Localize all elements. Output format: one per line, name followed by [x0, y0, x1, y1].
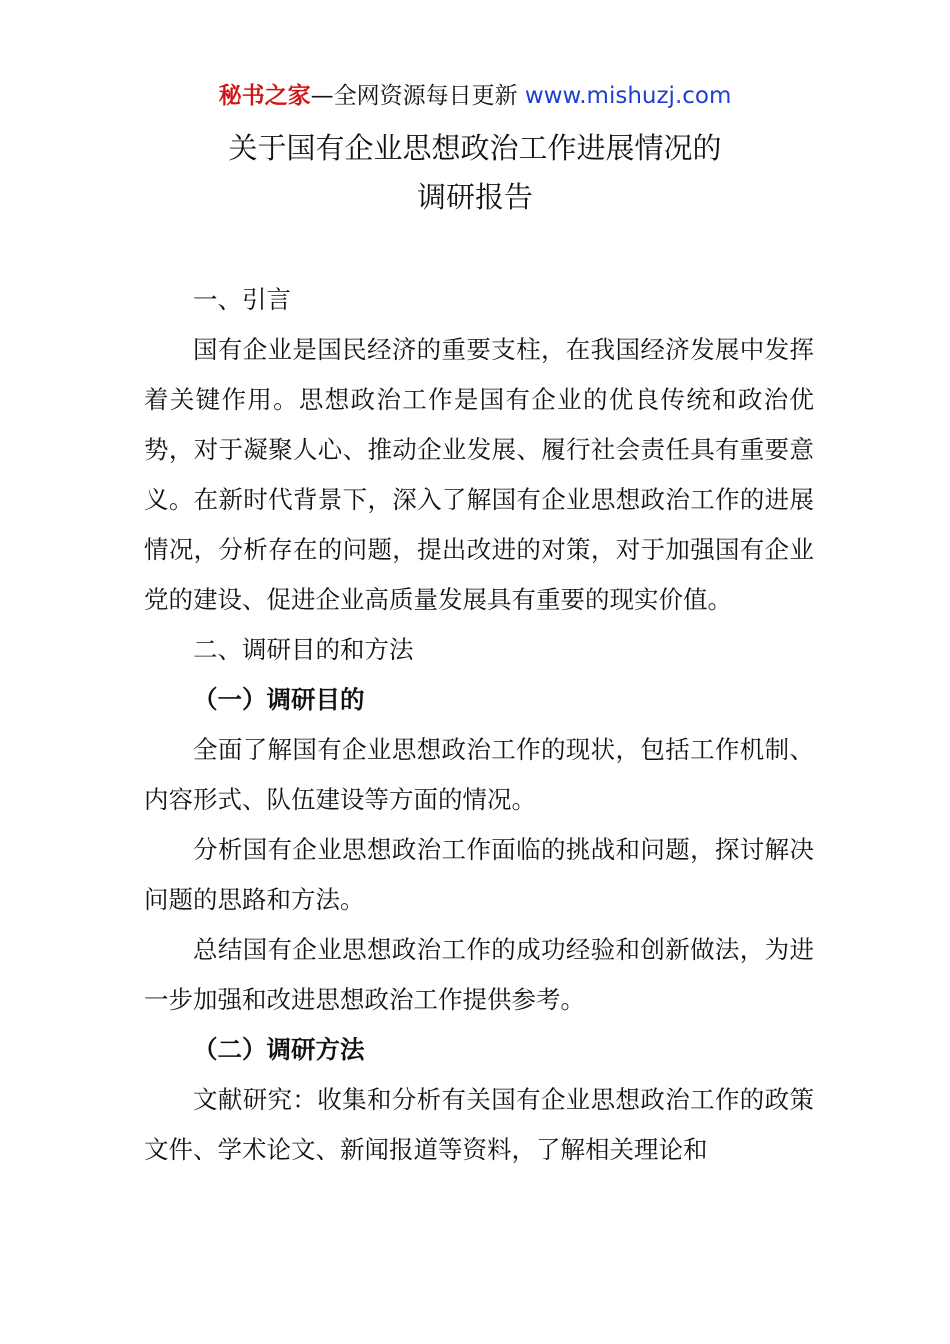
site-url-link[interactable]: www.mishuzj.com — [524, 83, 732, 109]
paragraph-purpose-2: 分析国有企业思想政治工作面临的挑战和问题，探讨解决问题的思路和方法。 — [144, 835, 814, 914]
site-brand: 秘书之家 — [218, 83, 311, 109]
document-title-line2: 调研报告 — [416, 180, 533, 214]
section-heading-intro: 一、引言 — [193, 285, 291, 314]
document-title-line1: 关于国有企业思想政治工作进展情况的 — [228, 131, 722, 165]
subheading-method: （二）调研方法 — [193, 1035, 365, 1064]
section-heading-purpose-method: 二、调研目的和方法 — [193, 635, 414, 664]
site-header — [0, 80, 950, 112]
site-tagline: —全网资源每日更新 — [310, 83, 525, 109]
paragraph-method-1: 文献研究：收集和分析有关国有企业思想政治工作的政策文件、学术论文、新闻报道等资料，了解相关理论和 — [144, 1085, 814, 1164]
paragraph-purpose-1: 全面了解国有企业思想政治工作的现状，包括工作机制、内容形式、队伍建设等方面的情况。 — [144, 735, 814, 814]
subheading-purpose: （一）调研目的 — [193, 685, 365, 714]
document-body — [144, 275, 814, 1175]
paragraph-purpose-3: 总结国有企业思想政治工作的成功经验和创新做法，为进一步加强和改进思想政治工作提供参考。 — [144, 935, 814, 1014]
paragraph-intro: 国有企业是国民经济的重要支柱，在我国经济发展中发挥着关键作用。思想政治工作是国有企业的优良传统和政治优势，对于凝聚人心、推动企业发展、履行社会责任具有重要意义。在新时代背景下，深入了解国有企业思想政治工作的进展情况，分析存在的问题，提出改进的对策，对于加强国有企业党的建设、促进企业高质量发展具有重要的现实价值。 — [144, 335, 814, 614]
